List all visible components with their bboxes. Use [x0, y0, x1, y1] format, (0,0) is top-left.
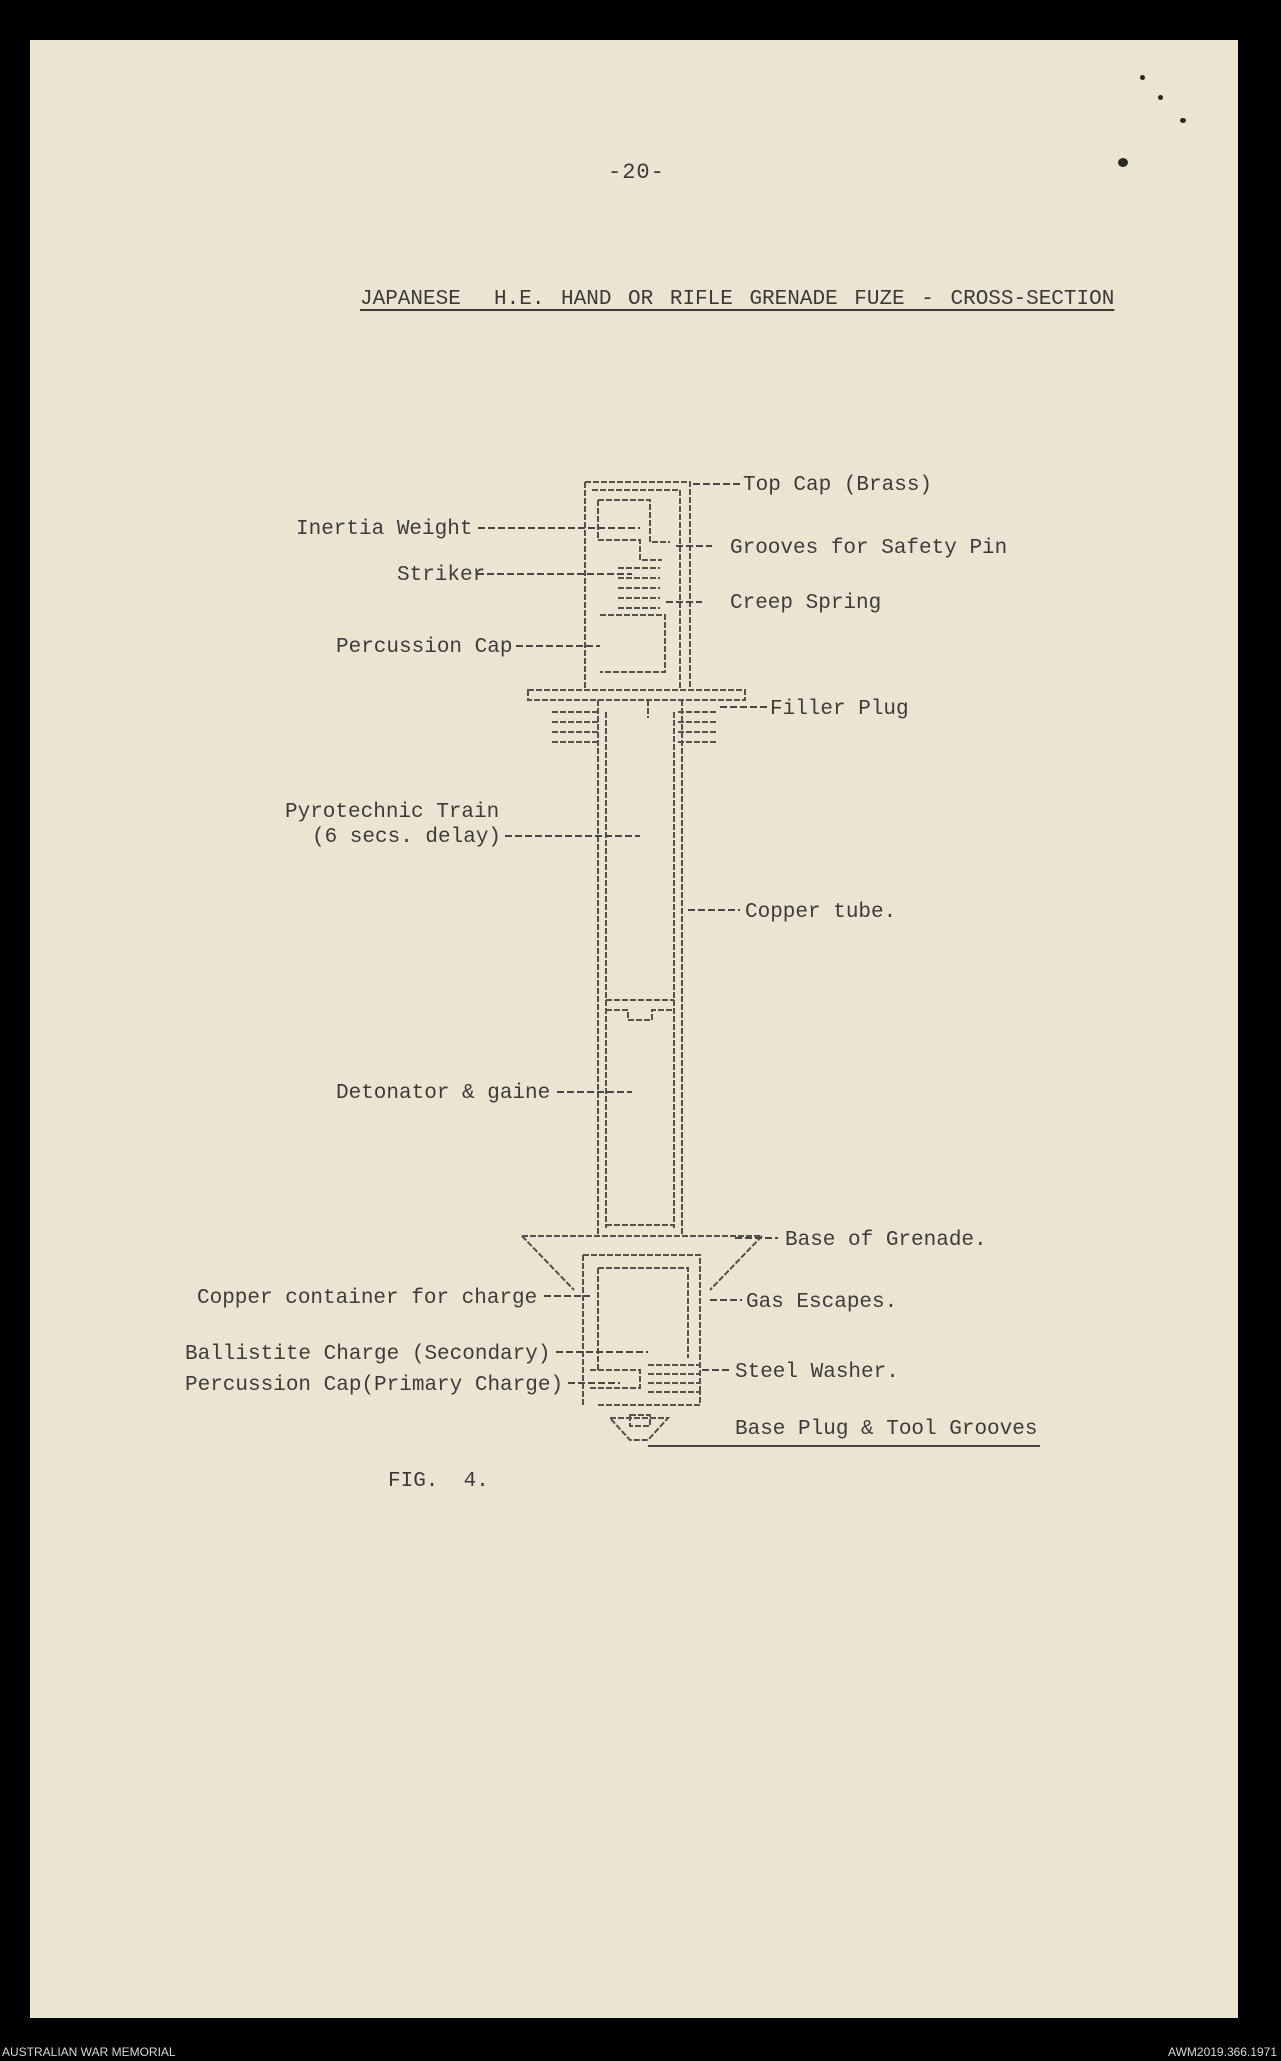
inertia-weight-shape — [598, 500, 670, 542]
filler-plug-flange — [528, 690, 745, 700]
page-number: -20- — [608, 160, 665, 185]
label-inertia-weight: Inertia Weight — [296, 518, 473, 541]
detonator-top — [606, 1000, 674, 1020]
top-cap-outline — [585, 482, 690, 688]
figure-caption: FIG. 4. — [388, 1470, 489, 1493]
label-copper-tube: Copper tube. — [745, 901, 897, 924]
label-pyrotechnic-train: Pyrotechnic Train — [285, 801, 500, 824]
label-ballistite-charge: Ballistite Charge (Secondary) — [185, 1343, 551, 1366]
label-percussion-cap: Percussion Cap — [336, 636, 513, 659]
base-of-grenade — [522, 1236, 762, 1290]
label-top-cap: Top Cap (Brass) — [743, 474, 933, 497]
label-creep-spring: Creep Spring — [730, 592, 882, 615]
label-percussion-cap-primary: Percussion Cap(Primary Charge) — [185, 1374, 564, 1397]
label-filler-plug: Filler Plug — [770, 698, 909, 721]
label-pyrotechnic-delay: (6 secs. delay) — [312, 826, 502, 849]
footer-reference: AWM2019.366.1971 — [1168, 2045, 1277, 2059]
percussion-cap-shape — [600, 615, 665, 672]
label-grooves-safety-pin: Grooves for Safety Pin — [730, 537, 1008, 560]
creep-spring-shape — [618, 568, 660, 608]
label-base-of-grenade: Base of Grenade. — [785, 1229, 987, 1252]
label-detonator-gaine: Detonator & gaine — [336, 1082, 551, 1105]
copper-tube-right — [674, 700, 682, 1235]
base-plug-shape — [610, 1418, 668, 1440]
footer-source: AUSTRALIAN WAR MEMORIAL — [2, 2045, 176, 2059]
percussion-cap-primary-shape — [590, 1370, 640, 1388]
copper-tube-left — [598, 700, 606, 1235]
label-striker: Striker — [397, 564, 486, 587]
page-title: JAPANESE H.E. HAND OR RIFLE GRENADE FUZE - CROSS-SECTION — [360, 288, 1115, 311]
label-steel-washer: Steel Washer. — [735, 1361, 899, 1384]
label-base-plug: Base Plug & Tool Grooves — [735, 1418, 1038, 1441]
label-gas-escapes: Gas Escapes. — [746, 1291, 898, 1314]
label-copper-container: Copper container for charge — [197, 1287, 538, 1310]
steel-washer-shape — [648, 1365, 700, 1392]
